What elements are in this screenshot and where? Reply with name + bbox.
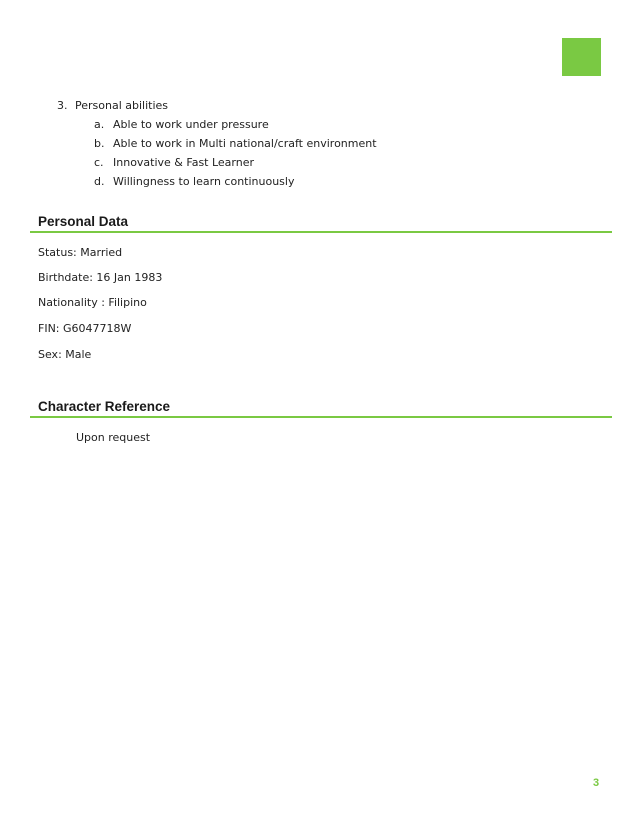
abilities-sub-list — [94, 118, 377, 194]
green-corner-square — [562, 38, 601, 76]
sex-field: Sex: Male — [38, 348, 92, 361]
list-item-text: Able to work under pressure — [113, 118, 269, 131]
character-reference-text: Upon request — [76, 431, 151, 444]
personal-abilities-title: Personal abilities — [75, 99, 169, 112]
list-letter: c. — [94, 156, 104, 169]
nationality-field: Nationality : Filipino — [38, 296, 147, 309]
list-number: 3. — [57, 99, 68, 112]
list-item — [94, 118, 377, 137]
character-reference-heading: Character Reference — [38, 399, 171, 414]
list-letter: a. — [94, 118, 105, 131]
list-item-text: Willingness to learn continuously — [113, 175, 295, 188]
fin-field: FIN: G6047718W — [38, 322, 132, 335]
list-letter: b. — [94, 137, 105, 150]
list-item — [94, 137, 377, 156]
birthdate-field: Birthdate: 16 Jan 1983 — [38, 271, 163, 284]
list-letter: d. — [94, 175, 105, 188]
personal-data-heading: Personal Data — [38, 214, 129, 229]
list-item — [94, 156, 377, 175]
character-reference-divider — [30, 416, 612, 418]
list-item — [94, 175, 377, 194]
list-item-text: Able to work in Multi national/craft environment — [113, 137, 377, 150]
page-number: 3 — [593, 777, 600, 789]
personal-abilities-item — [57, 99, 168, 113]
list-item-text: Innovative & Fast Learner — [113, 156, 255, 169]
status-field: Status: Married — [38, 246, 123, 259]
personal-data-divider — [30, 231, 612, 233]
